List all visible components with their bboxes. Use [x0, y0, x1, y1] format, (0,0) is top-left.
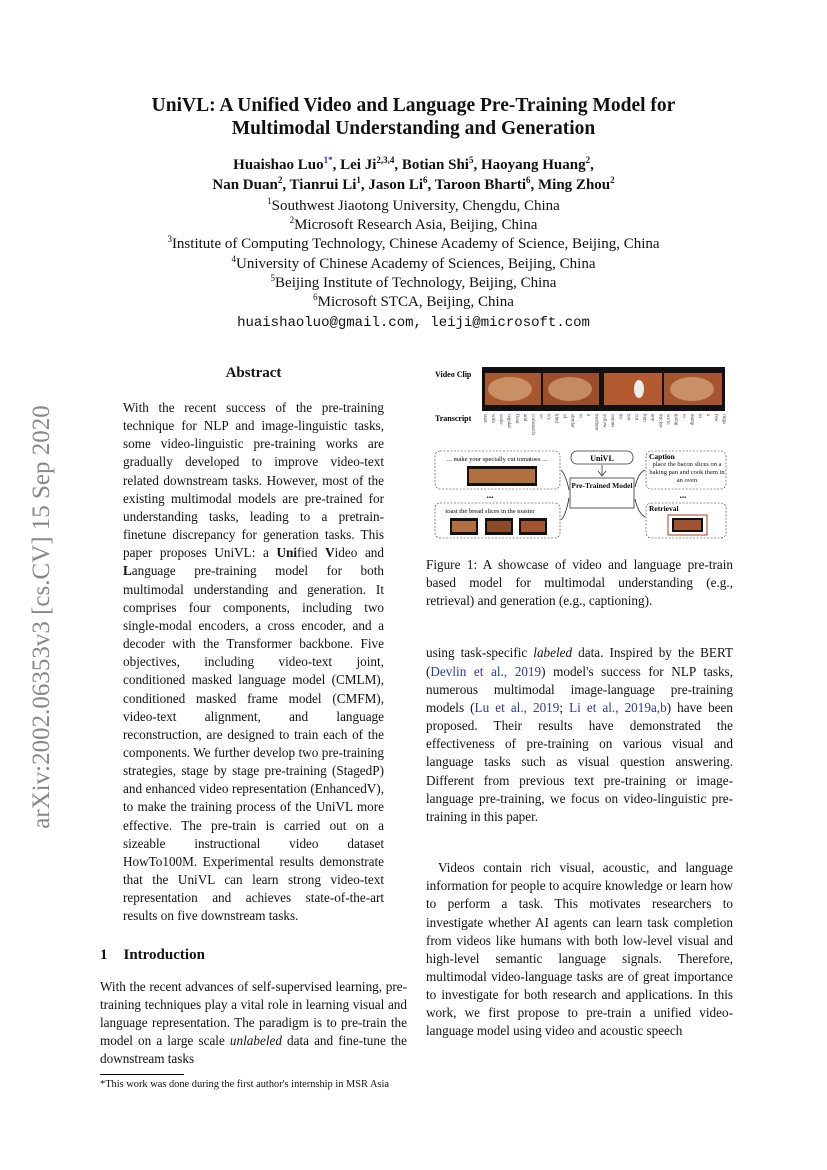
affiliation: $^3$Institute of Computing Technology, Chinese Academy of Science, Beijing, China: [167, 234, 660, 253]
transcript-word: regular: [505, 414, 511, 429]
transcript-word: rings: [721, 414, 726, 424]
citation-link[interactable]: Lu et al., 2019: [474, 699, 560, 715]
author: Ming Zhou$^2$: [538, 175, 615, 193]
affiliation: $^1$Southwest Jiaotong University, Chengdu, China: [267, 196, 560, 214]
intro-paragraph-continued: using task-specific labeled data. Inspired by the BERT (Devlin et al., 2019) model's success for NLP tasks, numerous multimodal image-language pre-training models (Lu et al., 2019; Li et al., 2019a,b) have been proposed. Their results have demonstrated the effectiveness of pre-training on various visual and language tasks such as visual question answering. Different from previous text pre-training or image-language pre-training, we focus on video-linguistic pre-training in this paper.: [426, 645, 733, 824]
transcript-word: cornstarch: [529, 414, 535, 435]
model-label: Pre-Trained Model: [571, 481, 633, 490]
univl-label: UniVL: [590, 454, 614, 463]
transcript-word: a: [705, 414, 711, 417]
transcript-word: flour: [513, 414, 519, 424]
citation-link[interactable]: Devlin et al., 2019: [430, 663, 542, 679]
author: Nan Duan$^2$: [212, 175, 283, 193]
transcript-word: we're: [665, 414, 671, 425]
transcript-word: him: [641, 414, 647, 422]
query2-text: toast the bread slices in the toaster: [445, 508, 535, 515]
author: Taroon Bharti$^6$: [434, 175, 531, 193]
transcript-word: do: [617, 414, 623, 419]
ellipsis: ...: [486, 490, 494, 500]
author: Lei Ji$^{2,3,4}$: [340, 155, 395, 173]
citation-link[interactable]: Li et al., 2019a,b: [569, 699, 667, 715]
left-column: [100, 364, 407, 1092]
figure-diagram: [430, 365, 730, 540]
transcript-word: dump: [689, 414, 695, 426]
author: Tianrui Li$^1$: [289, 175, 361, 193]
intro-paragraph: With the recent advances of self-supervised learning, pre-training techniques play a vital role in learning visual and language representation. The paradigm is to pre-train the model on a large scale unlabeled data and fine-tune the downstream tasks: [100, 978, 407, 1067]
abstract-heading: Abstract: [225, 365, 282, 381]
caption-label: Caption: [649, 452, 675, 461]
caption-output-text: place the bacon slices on a baking pan and cook them in an oven: [649, 461, 725, 485]
transcript-word: not: [625, 414, 631, 421]
transcript-word: any: [649, 414, 655, 422]
affiliation: $^2$Microsoft Research Asia, Beijing, China: [289, 215, 538, 234]
author: Haoyang Huang$^2$: [480, 155, 591, 173]
footnote-rule: [100, 1074, 184, 1075]
video-clip-label: Video Clip: [435, 370, 472, 379]
transcript-word: going: [673, 414, 679, 426]
title-line: Multimodal Understanding and Generation: [231, 118, 596, 139]
video-filmstrip: [482, 367, 725, 411]
arxiv-stamp: arXiv:2002.06353v3 [cs.CV] 15 Sep 2020: [28, 405, 55, 829]
transcript-word: some: [497, 414, 503, 425]
transcript-word: a: [585, 414, 591, 417]
transcript-word: kind: [553, 414, 559, 423]
transcript-words: [482, 414, 726, 435]
transcript-word: medium: [593, 414, 599, 431]
title-line: UniVL: A Unified Video and Language Pre-Training Model for: [151, 95, 676, 116]
affiliation: $^4$University of Chinese Academy of Sciences, Beijing, China: [231, 253, 596, 272]
figure-1: [430, 365, 730, 540]
transcript-word: in: [697, 414, 703, 418]
transcript-word: thicker: [657, 414, 663, 428]
paper-title: [0, 94, 827, 140]
figure-caption: Figure 1: A showcase of video and language pre-train based model for multimodal understanding (e.g., retrieval) and generation (e.g., captioning).: [426, 557, 733, 609]
transcript-label: Transcript: [435, 414, 472, 423]
transcript-word: it's: [545, 414, 551, 420]
transcript-word: few: [713, 414, 719, 422]
author: Jason Li$^6$: [368, 175, 428, 193]
affiliation: $^6$Microsoft STCA, Beijing, China: [313, 292, 514, 311]
down-arrow-icon: [598, 465, 606, 476]
transcript-word: to: [577, 414, 583, 418]
query1-text: ... make your specially cut tomatoes ...: [446, 456, 548, 463]
transcript-word: of: [561, 414, 567, 419]
transcript-word: so: [537, 414, 543, 419]
transcript-word: cut: [633, 414, 639, 421]
abstract-body: With the recent success of the pre-training technique for NLP and image-linguistic tasks, some video-linguistic pre-training works are gradually developed to improve video-text related downstream tasks. However, most of the existing multimodal models are pre-trained for understanding tasks, leading to a pretrain-finetune discrepancy for generation tasks. This paper proposes UniVL: a Unified Video and Language pre-training model for both multimodal understanding and generation. It comprises four components, including two single-modal encoders, a cross encoder, and a decoder with the Transformer backbone. Five objectives, including video-text joint, conditioned masked language model (CMLM), conditioned masked frame model (CMFM), video-text alignment, and language reconstruction, are designed to train each of the components. We further develop two pre-training strategies, stage by stage pre-training (StagedP) and enhanced video representation (EnhancedV), to make the training process of the UniVL more effective. The pre-train is carried out on a sizeable instructional video dataset HowTo100M. Experimental results demonstrate that the UniVL can learn strong video-text representation and achieves state-of-the-art results on five downstream tasks.: [123, 400, 384, 924]
footnote: *This work was done during the first author's internship in MSR Asia: [100, 1079, 390, 1091]
transcript-word: similar: [569, 414, 575, 428]
affiliations: [0, 197, 827, 312]
author: Huaishao Luo$^{1*}$: [233, 155, 333, 173]
author: Botian Shi$^5$: [401, 155, 474, 173]
affiliation: $^5$Beijing Institute of Technology, Beijing, China: [270, 272, 557, 291]
transcript-word: start: [482, 414, 487, 423]
intro-paragraph-2: Videos contain rich visual, acoustic, and language information for people to acquire knowledge or learn how to perform a task. This motivates researchers to investigate whether AI agents can learn task completion from videos like humans with both low-level visual and high-level semantic language signals. Therefore, multimodal video-language tasks are of great importance to investigate for both research and applications. In this work, we first propose to pre-train a unified video-language model using video and acoustic speech: [426, 860, 733, 1039]
right-column: [426, 365, 733, 1041]
transcript-word: onions: [609, 414, 615, 428]
author-list: Huaishao Luo$^{1*}$, Lei Ji$^{2,3,4}$, Botian Shi$^5$, Haoyang Huang$^2$, Nan Duan$^2$, Tianrui Li$^1$, Jason Li$^6$, Taroon Bharti$^6$, Ming Zhou$^2$: [212, 155, 615, 193]
emails: huaishaoluo@gmail.com, leiji@microsoft.com: [237, 315, 590, 331]
transcript-word: yellow: [601, 414, 607, 428]
section-heading: 1 Introduction: [100, 946, 205, 963]
transcript-word: and: [521, 414, 527, 422]
ellipsis: ...: [679, 490, 687, 500]
transcript-word: with: [489, 414, 495, 423]
retrieval-label: Retrieval: [649, 504, 679, 513]
transcript-word: to: [681, 414, 687, 418]
